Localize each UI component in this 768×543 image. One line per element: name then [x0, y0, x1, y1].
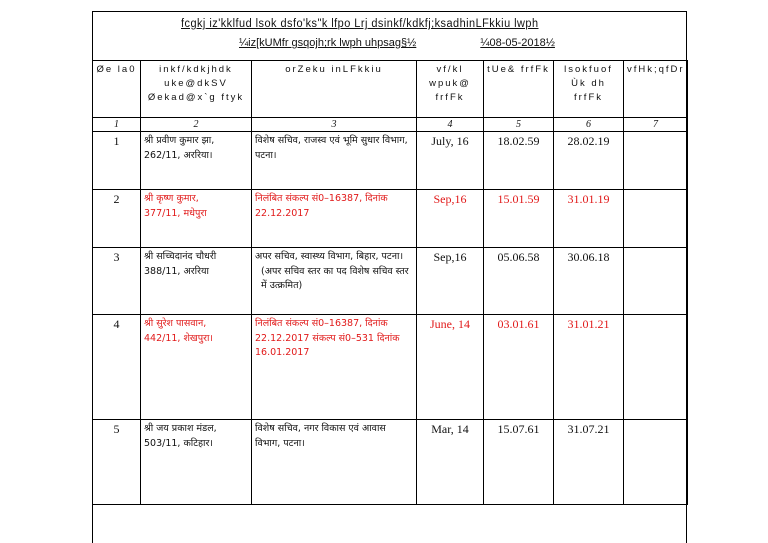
birth-date: 03.01.61 — [484, 315, 554, 420]
table-row — [93, 190, 688, 248]
title-block — [93, 12, 686, 60]
retirement-date: 30.06.18 — [554, 248, 624, 315]
birth-date: 05.06.58 — [484, 248, 554, 315]
header-notification: vf/kl wpuk@ frfFk — [417, 61, 484, 118]
row-serial: 5 — [93, 420, 141, 505]
officer-name: श्री कृष्ण कुमार, — [144, 193, 199, 204]
document-title: fcgkj iz'kklfud lsok dsfo'ks"k lfpo Lrj dsinkf/kdkfj;ksadhinLFkkiu lwph — [181, 18, 539, 30]
retirement-date: 28.02.19 — [554, 132, 624, 190]
row-serial: 1 — [93, 132, 141, 190]
posting-cell: निलंबित संकल्प सं0–16387, दिनांक 22.12.2017 — [252, 190, 417, 248]
column-number: 3 — [252, 118, 417, 132]
table-row — [93, 420, 688, 505]
header-retirement: lsokfuof Ùk dh frfFk — [554, 61, 624, 118]
header-row — [93, 61, 688, 118]
birth-date: 15.07.61 — [484, 420, 554, 505]
notification-date: Sep,16 — [417, 248, 484, 315]
posting-text: अपर सचिव, स्वास्थ्य विभाग, बिहार, पटना। — [255, 251, 404, 262]
officer-cell — [141, 132, 252, 190]
document-date: ¼08-05-2018½ — [480, 37, 555, 49]
birth-date: 18.02.59 — [484, 132, 554, 190]
officer-cell — [141, 248, 252, 315]
officer-cadre: 377/11, मधेपुरा — [144, 207, 207, 219]
posting-cell: निलंबित संकल्प सं0–16387, दिनांक 22.12.2017 संकल्प सं0–531 दिनांक 16.01.2017 — [252, 315, 417, 420]
table-row — [93, 248, 688, 315]
officer-list-table — [92, 60, 688, 505]
column-number: 7 — [624, 118, 688, 132]
table-row — [93, 132, 688, 190]
notification-date: Mar, 14 — [417, 420, 484, 505]
column-number: 1 — [93, 118, 141, 132]
remarks-cell — [624, 420, 688, 505]
remarks-cell — [624, 248, 688, 315]
officer-name: श्री सच्चिदानंद चौधरी — [144, 251, 217, 262]
posting-note: (अपर सचिव स्तर का पद विशेष सचिव स्तर में उत्क्रमित) — [261, 265, 409, 292]
remarks-cell — [624, 315, 688, 420]
column-number-row — [93, 118, 688, 132]
row-serial: 2 — [93, 190, 141, 248]
document-subtitle — [239, 37, 555, 49]
officer-name: श्री सुरेश पासवान, — [144, 318, 207, 329]
officer-name: श्री जय प्रकाश मंडल, — [144, 423, 217, 434]
officer-name: श्री प्रवीण कुमार झा, — [144, 135, 215, 146]
subtitle-text: ¼iz[kUMfr gsqojh;rk lwph uhpsag§½ — [239, 37, 417, 49]
posting-cell: विशेष सचिव, नगर विकास एवं आवास विभाग, पटना। — [252, 420, 417, 505]
header-posting: orZeku inLFkkiu — [252, 61, 417, 118]
column-number: 4 — [417, 118, 484, 132]
notification-date: June, 14 — [417, 315, 484, 420]
header-remarks: vfHk;qfDr — [624, 61, 688, 118]
header-name: inkf/kdkjhdk uke@dkSV Øekad@x`g ftyk — [141, 61, 252, 118]
officer-cadre: 442/11, शेखपुरा। — [144, 332, 214, 344]
header-dob: tUe& frfFk — [484, 61, 554, 118]
officer-cell — [141, 190, 252, 248]
notification-date: July, 16 — [417, 132, 484, 190]
retirement-date: 31.07.21 — [554, 420, 624, 505]
retirement-date: 31.01.19 — [554, 190, 624, 248]
notification-date: Sep,16 — [417, 190, 484, 248]
birth-date: 15.01.59 — [484, 190, 554, 248]
document-sheet — [92, 11, 687, 543]
column-number: 2 — [141, 118, 252, 132]
officer-cadre: 388/11, अररिया — [144, 265, 209, 277]
officer-cell — [141, 315, 252, 420]
table-row — [93, 315, 688, 420]
posting-cell: विशेष सचिव, राजस्व एवं भूमि सुधार विभाग, पटना। — [252, 132, 417, 190]
officer-cadre: 262/11, अररिया। — [144, 149, 213, 161]
officer-cadre: 503/11, कटिहार। — [144, 437, 213, 449]
officer-cell — [141, 420, 252, 505]
posting-cell — [252, 248, 417, 315]
retirement-date: 31.01.21 — [554, 315, 624, 420]
row-serial: 4 — [93, 315, 141, 420]
remarks-cell — [624, 190, 688, 248]
remarks-cell — [624, 132, 688, 190]
column-number: 6 — [554, 118, 624, 132]
row-serial: 3 — [93, 248, 141, 315]
column-number: 5 — [484, 118, 554, 132]
header-sno: Øe la0 — [93, 61, 141, 118]
